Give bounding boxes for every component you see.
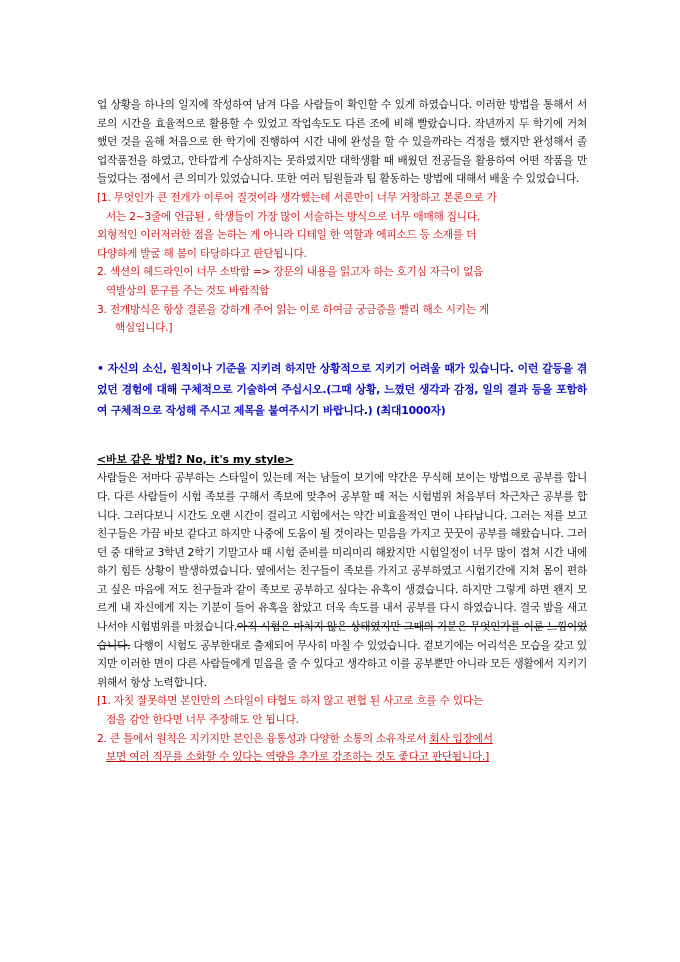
feedback-line: [1. 무엇인가 큰 전개가 이루어 질것이라 생각했는데 서론만이 너무 거창하고 본론으로 가	[97, 191, 497, 204]
section1-feedback	[97, 189, 587, 338]
section1-body: 업 상황을 하나의 일지에 작성하여 남겨 다음 사람들이 확인할 수 있게 하였습니다. 이러한 방법을 통해서 서로의 시간을 효율적으로 활용할 수 있었고 작업속도도 다른 조에 비해 빨랐습니다. 작년까지 두 학기에 거쳐 했던 것을 올해 처음으로 한 학기에 진행하여 시간 내에 완성을 할 수 있을까라는 걱정을 했지만 완성해서 졸업작품전을 하였고, 안타깝게 수상하지는 못하였지만 대학생활 때 배웠던 전공들을 활용하여 어떤 작품을 만들었다는 점에서 큰 의미가 있었습니다. 또한 여러 팀원들과 팀 활동하는 방법에 대해서 배울 수 있었습니다.	[97, 99, 587, 186]
feedback-line: 다양하게 발굴 해 봄이 타당하다고 판단됩니다.	[97, 247, 307, 260]
section2-feedback	[97, 692, 587, 766]
essay-title: <바보 같은 방법? No, it's my style>	[97, 452, 294, 466]
section2-body	[97, 469, 587, 692]
body-text: 다행이 시험도 공부한대로 출제되어 무사히 마칠 수 있었습니다. 겉보기에는 어리석은 모습을 갖고 있지만 이러한 면이 다른 사람들에게 믿음을 줄 수 있다고 생각하고 이를 공부뿐만 아니라 모든 생활에서 지키기 위해서 항상 노력합니다.	[97, 639, 587, 689]
feedback-line: 서는 2~3줄에 언급된 , 학생들이 가장 많이 서술하는 방식으로 너무 애매해 집니다.	[106, 210, 480, 223]
feedback-line: 점을 감안 한다면 너무 주장해도 안 됩니다.	[106, 714, 299, 727]
body-text: 사람들은 저마다 공부하는 스타일이 있는데 저는 남들이 보기에 약간은 무식해 보이는 방법으로 공부를 합니다. 다른 사람들이 시험 족보를 구해서 족보에 맞추어 공부할 때 저는 시험범위 처음부터 차근차근 공부를 합니다. 그러다보니 시간도 오랜 시간이 걸리고 시험에서는 약간 비효율적인 면이 나타납니다. 그러는 저를 보고 친구들은 가끔 바보 같다고 하지만 나중에 도움이 될 것이라는 믿음을 가지고 꿋꿋이 공부를 해왔습니다. 그러던 중 대학교 3학년 2학기 기말고사 때 시험 준비를 미리미리 해왔지만 시험일정이 너무 많이 겹쳐 시간 내에 하기 힘든 상황이 발생하였습니다. 옆에서는 친구들이 족보를 가지고 공부하였고 시험기간에 지쳐 몸이 편하고 싶은 마음에 저도 친구들과 같이 족보로 공부하고 싶다는 유혹이 생겼습니다. 하지만 그렇게 하면 왠지 모르게 내 자신에게 지는 기분이 들어 유혹을 참았고 더욱 속도를 내서 공부를 다시 하였습니다. 결국 밤을 새고 나서야 시험범위를 마쳤습니다.	[97, 472, 587, 634]
essay-question: • 자신의 소신, 원칙이나 기준을 지키려 하지만 상황적으로 지키기 어려울 때가 있습니다. 이런 갈등을 겪었던 경험에 대해 구체적으로 기술하여 주십시오.(그때 상황, 느꼈던 생각과 감정, 일의 결과 등을 포함하여 구체적으로 작성해 주시고 제목을 붙여주시기 바랍니다.) (최대1000자)	[97, 361, 587, 417]
underlined-text: 회사 입장에서	[429, 732, 493, 745]
document-page	[97, 96, 587, 767]
feedback-line: [1. 자칫 잘못하면 본인만의 스타일이 타협도 하지 않고 편협 된 사고로 흐를 수 있다는	[97, 695, 483, 708]
feedback-line: 외형적인 이러저러한 점을 논하는 게 아니라 디테일 한 역할과 에피소드 등 소재를 더	[97, 229, 477, 242]
feedback-line: 보면 여러 직무를 소화할 수 있다는 역량을 추가로 강조하는 것도 좋다고 판단됩니다.]	[106, 751, 490, 764]
struck-text: 아직 시험은 마치지 않은 상태였지만 그때의 기분은 무엇인가를 이룬 느낌이었습니다.	[97, 621, 587, 652]
feedback-line: 2. 섹션의 헤드라인이 너무 소박함 => 장문의 내용을 읽고자 하는 호기심 자극이 없음	[97, 266, 484, 279]
feedback-line	[97, 730, 587, 749]
feedback-line: 핵심입니다.]	[115, 322, 173, 335]
feedback-line: 3. 전개방식은 항상 결론을 강하게 주어 읽는 이로 하여금 궁금증을 빨리 해소 시키는 게	[97, 303, 490, 316]
feedback-line: 역발상의 문구를 주는 것도 바람직함	[106, 284, 270, 297]
feedback-text: 2. 큰 틀에서 원칙은 지키지만 본인은 융통성과 다양한 소통의 소유자로서	[97, 732, 430, 745]
